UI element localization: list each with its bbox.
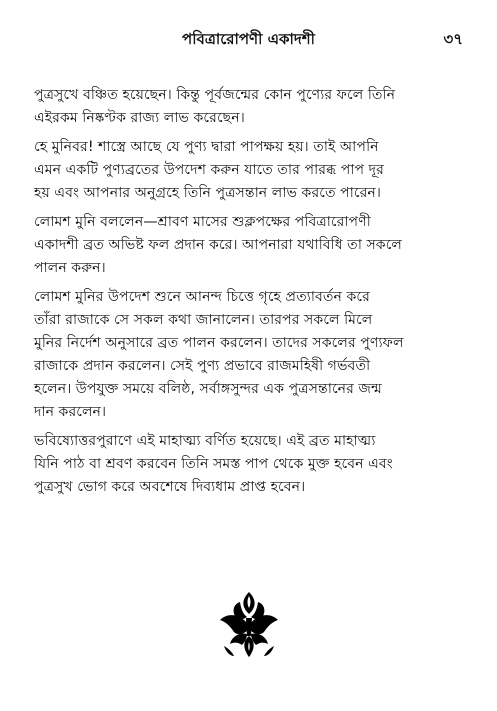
text-line: এইরকম নিষ্কণ্টক রাজ্য লাভ করেছেন।	[34, 110, 245, 126]
page-number: ৩৭	[443, 30, 463, 48]
text-line: দান করলেন।	[34, 404, 107, 420]
text-line: হে মুনিবর! শাস্ত্রে আছে যে পুণ্য দ্বারা পাপক্ষয় হয়। তাই আপনি	[34, 139, 379, 155]
text-line: ভবিষ্যোত্তরপুরাণে এই মাহাত্ম্য বর্ণিত হয়েছে। এই ব্রত মাহাত্ম্য	[34, 433, 376, 449]
text-line: মুনির নির্দেশ অনুসারে ব্রত পালন করলেন। তাদের সকলের পুণ্যফল	[34, 335, 404, 351]
paragraph-5	[34, 430, 466, 499]
paragraph-4	[34, 286, 466, 424]
text-line: একাদশী ব্রত অভিষ্ট ফল প্রদান করে। আপনারা যথাবিধি তা সকলে	[34, 237, 403, 253]
text-line: পুত্রসুখে বঞ্চিত হয়েছেন। কিন্তু পূর্বজন্মের কোন পুণ্যের ফলে তিনি	[34, 87, 396, 103]
text-line: হয় এবং আপনার অনুগ্রহে তিনি পুত্রসন্তান লাভ করতে পারেন।	[34, 185, 381, 201]
text-line: রাজাকে প্রদান করলেন। সেই পুণ্য প্রভাবে রাজমহিষী গর্ভবতী	[34, 358, 371, 374]
text-line: হলেন। উপযুক্ত সময়ে বলিষ্ঠ, সর্বাঙ্গসুন্দর এক পুত্রসন্তানের জন্ম	[34, 381, 382, 397]
text-line: লোমশ মুনির উপদেশ শুনে আনন্দ চিত্তে গৃহে প্রত্যাবর্তন করে	[34, 289, 370, 305]
text-line: এমন একটি পুণ্যব্রতের উপদেশ করুন যাতে তার পারব্ধ পাপ দূর	[34, 162, 384, 178]
text-line: পুত্রসুখ ভোগ করে অবশেষে দিব্যধাম প্রাপ্ত হবেন।	[34, 479, 306, 495]
page-title: পবিত্রারোপণী একাদশী	[182, 30, 315, 48]
text-line: পালন করুন।	[34, 260, 106, 276]
text-line: তাঁরা রাজাকে সে সকল কথা জানালেন। তারপর সকলে মিলে	[34, 312, 373, 328]
text-line: যিনি পাঠ বা শ্রবণ করবেন তিনি সমস্ত পাপ থেকে মুক্ত হবেন এবং	[34, 456, 393, 472]
paragraph-2	[34, 136, 466, 205]
text-line: লোমশ মুনি বললেন—শ্রাবণ মাসের শুক্লপক্ষের পবিত্রারোপণী	[34, 214, 371, 230]
floral-ornament-icon	[218, 590, 280, 658]
body-text	[34, 84, 466, 505]
paragraph-3	[34, 211, 466, 280]
paragraph-1	[34, 84, 466, 130]
page-header	[0, 28, 497, 52]
